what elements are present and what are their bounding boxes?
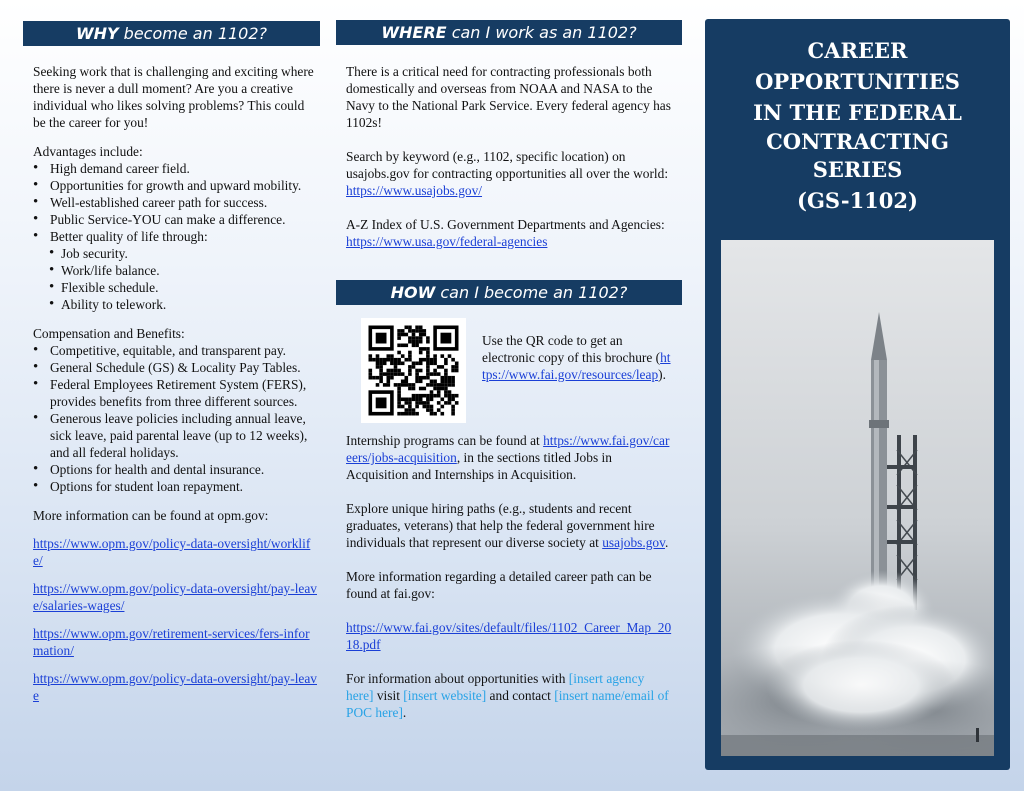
cover-title bbox=[705, 35, 1010, 216]
federal-agencies-link[interactable]: https://www.usa.gov/federal-agencies bbox=[346, 234, 548, 249]
where-heading-rest: can I work as an 1102? bbox=[446, 23, 637, 42]
comp-item: • Options for student loan repayment. bbox=[33, 478, 318, 495]
why-heading bbox=[23, 21, 320, 46]
cover-title-line: OPPORTUNITIES bbox=[755, 69, 960, 94]
career-map-link[interactable]: https://www.fai.gov/sites/default/files/1102_Career_Map_2018.pdf bbox=[346, 620, 672, 652]
rocket-launch-photo bbox=[721, 240, 994, 756]
quality-item: • Flexible schedule. bbox=[49, 279, 318, 296]
hiring-paths-post: . bbox=[664, 535, 669, 550]
usajobs-short-link[interactable]: usajobs.gov bbox=[602, 535, 665, 550]
quality-list bbox=[33, 245, 318, 313]
where-column bbox=[346, 63, 676, 250]
comp-item: • Federal Employees Retirement System (FERS), provides benefits from three different sources. bbox=[33, 376, 318, 410]
internship-text bbox=[346, 432, 674, 483]
quality-item: • Work/life balance. bbox=[49, 262, 318, 279]
internship-post: , in the sections titled Jobs in Acquisition and Internships in Acquisition. bbox=[346, 450, 612, 482]
cover-title-line: CONTRACTING bbox=[766, 129, 949, 154]
hiring-paths-pre: Explore unique hiring paths (e.g., students and recent graduates, veterans) that help the federal government hire individuals that represent our diverse society at bbox=[346, 501, 655, 550]
comp-item: • Competitive, equitable, and transparent pay. bbox=[33, 342, 318, 359]
quality-item: • Ability to telework. bbox=[49, 296, 318, 313]
more-info-text: More information can be found at opm.gov: bbox=[33, 508, 269, 523]
qr-code[interactable] bbox=[361, 318, 466, 423]
poc-placeholder: [insert name/email of POC here] bbox=[346, 688, 669, 720]
advantages-title: Advantages include: bbox=[33, 144, 143, 159]
how-heading-bold: HOW bbox=[390, 283, 436, 302]
where-p2 bbox=[346, 148, 676, 199]
opp-mid2: and contact bbox=[486, 688, 555, 703]
how-heading bbox=[336, 280, 682, 305]
advantage-item: • Well-established career path for success. bbox=[33, 194, 318, 211]
agency-placeholder: [insert agency here] bbox=[346, 671, 645, 703]
cover-panel bbox=[705, 19, 1010, 770]
why-heading-bold: WHY bbox=[75, 24, 119, 43]
advantage-item: • Better quality of life through: bbox=[33, 228, 318, 245]
opm-fers-link[interactable]: https://www.opm.gov/retirement-services/fers-information/ bbox=[33, 626, 310, 658]
where-heading bbox=[336, 20, 682, 45]
how-heading-rest: can I become an 1102? bbox=[435, 283, 628, 302]
career-path-text: More information regarding a detailed career path can be found at fai.gov: bbox=[346, 569, 652, 601]
website-placeholder: [insert website] bbox=[403, 688, 487, 703]
advantages-list bbox=[33, 160, 318, 245]
quality-item: • Job security. bbox=[49, 245, 318, 262]
how-column bbox=[346, 432, 674, 721]
why-heading-rest: become an 1102? bbox=[118, 24, 268, 43]
advantage-item: • High demand career field. bbox=[33, 160, 318, 177]
why-intro: Seeking work that is challenging and exciting where there is never a dull moment? Are you a creative individual who likes solving problems? This could be the career for you! bbox=[33, 64, 314, 130]
comp-item: • General Schedule (GS) & Locality Pay Tables. bbox=[33, 359, 318, 376]
comp-item: • Options for health and dental insurance. bbox=[33, 461, 318, 478]
comp-item: • Generous leave policies including annual leave, sick leave, paid parental leave (up to 12 weeks), and all federal holidays. bbox=[33, 410, 318, 461]
cover-title-line: (GS-1102) bbox=[797, 188, 918, 213]
opp-mid1: visit bbox=[373, 688, 404, 703]
internship-pre: Internship programs can be found at bbox=[346, 433, 544, 448]
where-heading-bold: WHERE bbox=[381, 23, 447, 42]
opm-worklife-link[interactable]: https://www.opm.gov/policy-data-oversight/worklife/ bbox=[33, 536, 311, 568]
opm-payleave-link[interactable]: https://www.opm.gov/policy-data-oversight/pay-leave bbox=[33, 671, 317, 703]
comp-list bbox=[33, 342, 318, 495]
opportunities-text bbox=[346, 670, 674, 721]
opm-salaries-link[interactable]: https://www.opm.gov/policy-data-oversight/pay-leave/salaries-wages/ bbox=[33, 581, 317, 613]
where-p3 bbox=[346, 216, 676, 250]
cover-title-line: IN THE FEDERAL bbox=[753, 100, 962, 125]
usajobs-link[interactable]: https://www.usajobs.gov/ bbox=[346, 183, 483, 198]
cover-title-line: CAREER bbox=[807, 38, 908, 63]
qr-caption-end: ). bbox=[658, 367, 666, 382]
advantage-item: • Public Service-YOU can make a difference. bbox=[33, 211, 318, 228]
comp-title: Compensation and Benefits: bbox=[33, 326, 185, 341]
hiring-paths-text bbox=[346, 500, 674, 551]
opp-pre: For information about opportunities with bbox=[346, 671, 569, 686]
where-p3-text: A-Z Index of U.S. Government Departments and Agencies: bbox=[346, 217, 665, 232]
where-p2-text: Search by keyword (e.g., 1102, specific location) on usajobs.gov for contracting opportunities all over the world: bbox=[346, 149, 669, 181]
cover-title-line: SERIES bbox=[812, 157, 903, 182]
advantage-item: • Opportunities for growth and upward mobility. bbox=[33, 177, 318, 194]
qr-caption bbox=[482, 332, 672, 383]
qr-caption-text: Use the QR code to get an electronic copy of this brochure ( bbox=[482, 333, 661, 365]
opp-post: . bbox=[402, 705, 407, 720]
why-column bbox=[33, 63, 318, 704]
leap-link[interactable]: https://www.fai.gov/resources/leap bbox=[482, 350, 671, 382]
internship-link[interactable]: https://www.fai.gov/careers/jobs-acquisition bbox=[346, 433, 670, 465]
where-p1: There is a critical need for contracting professionals both domestically and overseas from NOAA and NASA to the Navy to the National Park Service. Every federal agency has 1102s! bbox=[346, 64, 671, 130]
